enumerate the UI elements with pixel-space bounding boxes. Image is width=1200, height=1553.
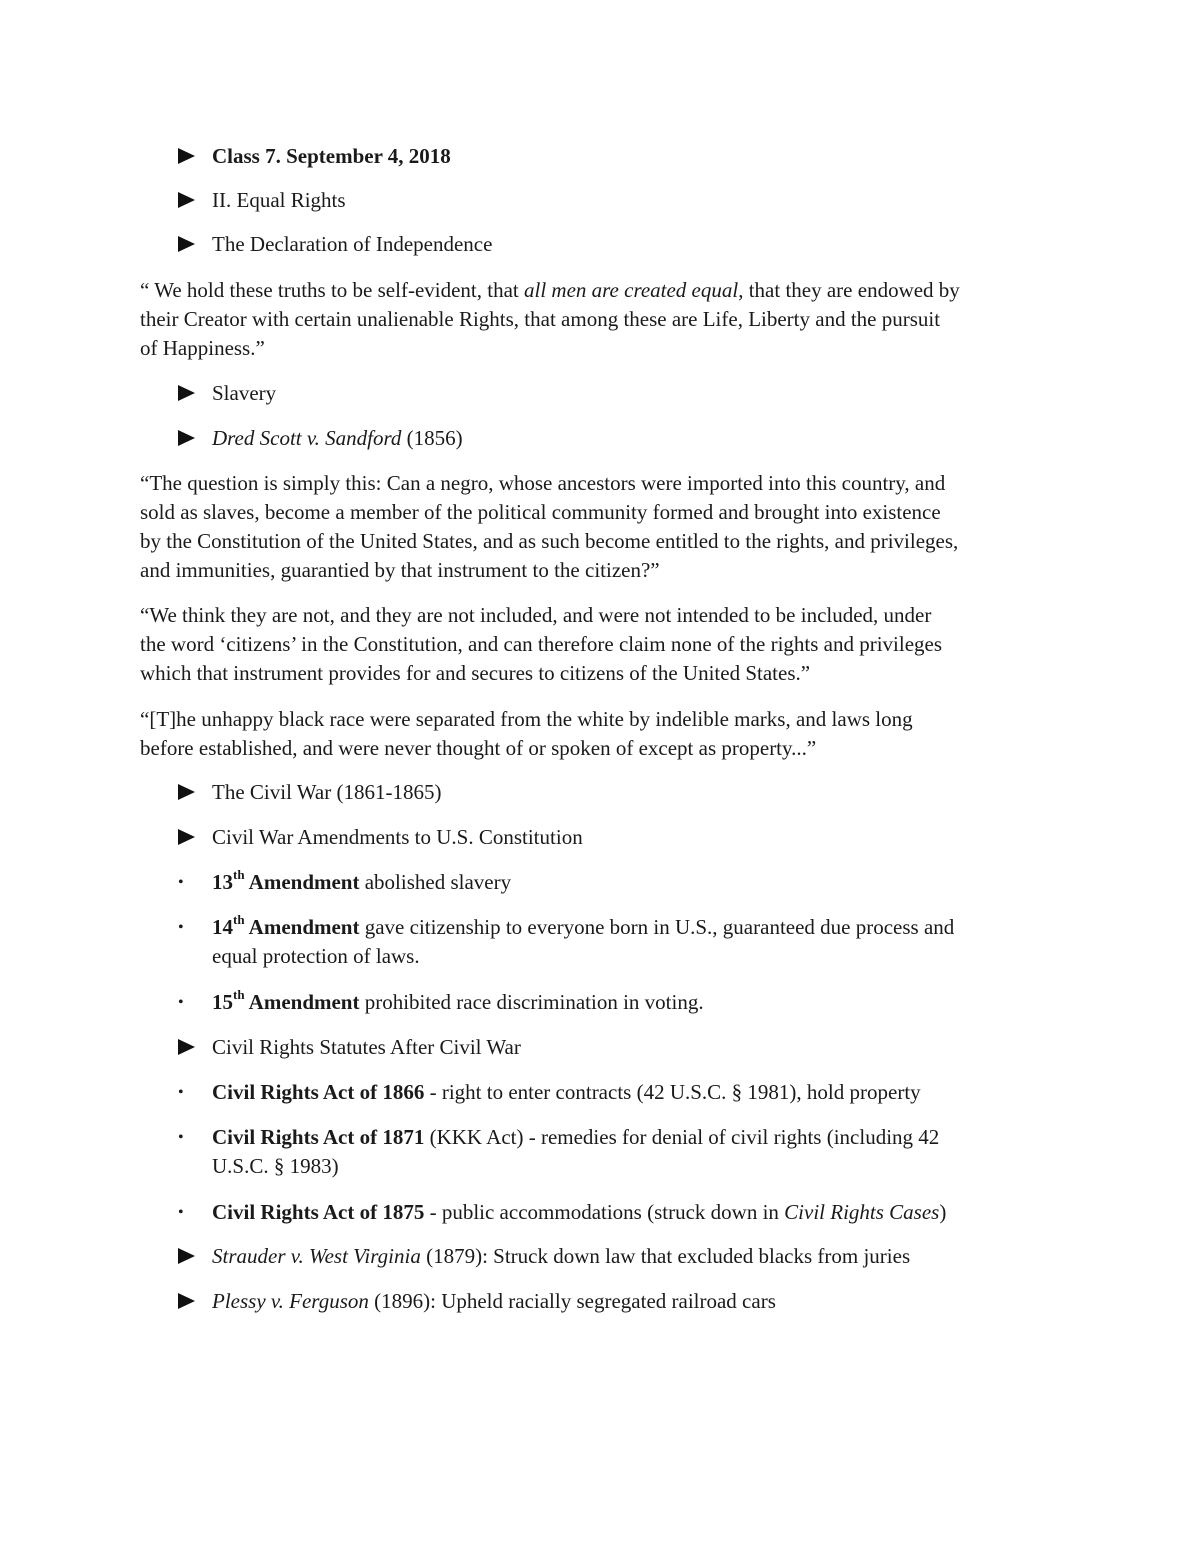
dot-bullet: •	[178, 1084, 184, 1101]
triangle-bullet-icon	[178, 1242, 204, 1272]
dot-bullet: •	[178, 994, 184, 1011]
topic-label: Slavery	[212, 381, 277, 405]
triangle-bullet-icon	[178, 778, 204, 808]
case-name: Strauder v. West Virginia	[212, 1244, 421, 1268]
topic-label: The Civil War (1861-1865)	[212, 780, 442, 804]
dot-bullet: •	[178, 1204, 184, 1221]
triangle-bullet-icon	[178, 379, 204, 409]
dred-scott-property-quote: “[T]he unhappy black race were separated from the white by indelible marks, and laws long before established, and were never thought of or spoken of except as property...”	[140, 707, 913, 760]
triangle-bullet-icon	[178, 424, 204, 454]
list-item-14th-amendment: • 14th Amendment gave citizenship to everyone born in U.S., guaranteed due process and equal protection of laws.	[178, 912, 955, 968]
dred-scott-answer-quote: “We think they are not, and they are not included, and were not intended to be included, under the word ‘citizens’ in the Constitution, and can therefore claim none of the rights and privileges which that instrument provides for and secures to citizens of the United States.”	[140, 603, 943, 685]
triangle-bullet-icon	[178, 230, 204, 260]
dot-bullet: •	[178, 874, 184, 891]
triangle-bullet-icon	[178, 142, 204, 172]
topic-label: Civil War Amendments to U.S. Constitution	[212, 825, 583, 849]
list-item-civil-rights-act-1871: • Civil Rights Act of 1871 (KKK Act) - remedies for denial of civil rights (including 42 U.S.C. § 1983)	[178, 1125, 940, 1178]
triangle-bullet-icon	[178, 1033, 204, 1063]
triangle-bullet-icon	[178, 186, 204, 216]
class-heading: Class 7. September 4, 2018	[212, 144, 451, 168]
dred-scott-question-quote: “The question is simply this: Can a negro, whose ancestors were imported into this country, and sold as slaves, become a member of the political community formed and brought into existence by the Constitution of the United States, and as such become entitled to the rights, and privileges, and immunities, guarantied by that instrument to the citizen?”	[140, 471, 959, 582]
topic-label: Civil Rights Statutes After Civil War	[212, 1035, 521, 1059]
document-page: Class 7. September 4, 2018 II. Equal Rights The Declaration of Independence “ We hold these truths to be self-evident, that all men are created equal, that they are endowed by their Creator with certain unalienable Rights, that among these are Life, Liberty and the pursuit of Happiness.” Slavery Dred Scott v. Sandford (1856) “The question is simply this: Can a negro, whose ancestors were imported into this country, and sold as slaves, become a member of the political community formed and brought into existence by the Constitution of the United States, and as such become entitled to the rights, and privileges, and immunities, guarantied by that instrument to the citizen?” “We think they are not, and they are not included, and were not intended to be included, under the word ‘citizens’ in the Constitution, and can therefore claim none of the rights and privileges which that instrument provides for and secures to citizens of the United States.” “[T]he unhappy black race were separated from the white by indelible marks, and laws long before established, and were never thought of or spoken of except as property...” The Civil War (1861-1865) Civil War Amendments to U.S. Constitution • 13th Amendment abolished slavery • 14th Amendment gave citizenship to everyone born in U.S., guaranteed due process and equal protection of laws. • 15th Amendment prohibited race discrimination in voting. Civil Rights Statutes After Civil War • Civil Rights Act of 1866 - right to enter contracts (42 U.S.C. § 1981), hold property • Civil Rights Act of 1871 (KKK Act) - remedies for denial of civil rights (including 42 U.S.C. § 1983) • Civil Rights Act of 1875 - public accommodations (struck down in Civil Rights Cases) Strauder v. West Virginia (1879): Struck down law that excluded blacks from juries Plessy v. Ferguson (1896): Upheld racially segregated railroad cars	[0, 0, 1200, 1553]
case-name: Plessy v. Ferguson	[212, 1289, 369, 1313]
dot-bullet: •	[178, 919, 184, 936]
section-title: II. Equal Rights	[212, 188, 346, 212]
dot-bullet: •	[178, 1129, 184, 1146]
triangle-bullet-icon	[178, 823, 204, 853]
case-name: Dred Scott v. Sandford	[212, 426, 402, 450]
triangle-bullet-icon	[178, 1287, 204, 1317]
declaration-quote: “ We hold these truths to be self-evident, that all men are created equal, that they are endowed by their Creator with certain unalienable Rights, that among these are Life, Liberty and the pursuit of Happiness.”	[140, 278, 960, 360]
topic-label: The Declaration of Independence	[212, 232, 493, 256]
